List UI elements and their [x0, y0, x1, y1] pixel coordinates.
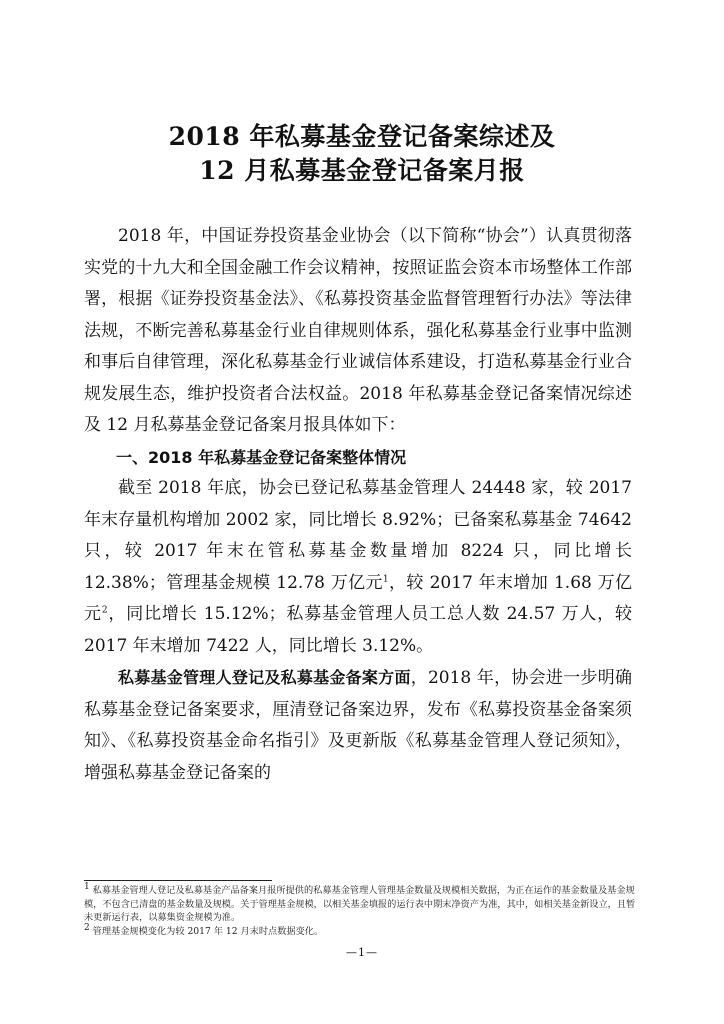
- page-number: —1—: [346, 946, 378, 959]
- footnote-2-text: 管理基金规模变化为较 2017 年 12 月末时点数据变化。: [92, 925, 324, 937]
- document-title-line-1: 2018 年私募基金登记备案综述及: [168, 122, 556, 151]
- statistics-text-part-1: 截至 2018 年底，协会已登记私募基金管理人 24448 家，较 2017 年末存量机构增加 2002 家，同比增长 8.92%；已备案私募基金 74642 只，较 2017 年末在管私募基金数量增加 8224 只，同比增长 12.38%；管理基金规模 12.78 万亿元: [84, 478, 632, 593]
- document-body: [84, 221, 632, 789]
- registration-bold-lead: 私募基金管理人登记及私募基金备案方面: [118, 668, 411, 687]
- registration-text: ，2018 年，协会进一步明确私募基金登记备案要求，厘清登记备案边界，发布《私募投资基金备案须知》、《私募投资基金命名指引》及更新版《私募基金管理人登记须知》，增强私募基金登记备案的: [84, 668, 632, 783]
- statistics-text-part-2: ，较 2017 年末增加 1.68 万亿元: [84, 572, 633, 624]
- footnote-1: [84, 881, 640, 925]
- footnote-divider: [84, 880, 272, 881]
- footnote-1-text: 私募基金管理人登记及私募基金产品备案月报所提供的私募基金管理人管理基金数量及规模相关数据，为正在运作的基金数量及基金规模，不包含已清盘的基金数量及规模。关于管理基金规模，以相关基金填报的运行表中期末净资产为准，其中，如相关基金新设立，且暂未更新运行表，以募集资金规模为准。: [84, 885, 636, 923]
- footnote-2-marker: 2: [84, 922, 90, 933]
- statistics-text-part-3: ，同比增长 15.12%；私募基金管理人员工总人数 24.57 万人，较 2017 年末增加 7422 人，同比增长 3.12%。: [84, 604, 633, 656]
- document-title-line-2: 12 月私募基金登记备案月报: [199, 156, 525, 185]
- footnote-1-marker: 1: [84, 881, 90, 892]
- intro-paragraph: 2018 年，中国证券投资基金业协会（以下简称“协会”）认真贯彻落实党的十九大和全国金融工作会议精神，按照证监会资本市场整体工作部署，根据《证券投资基金法》、《私募投资基金监督管理暂行办法》等法律法规，不断完善私募基金行业自律规则体系，强化私募基金行业事中监测和事后自律管理，深化私募基金行业诚信体系建设，打造私募基金行业合规发展生态，维护投资者合法权益。2018 年私募基金登记备案情况综述及 12 月私募基金登记备案月报具体如下：: [84, 226, 632, 435]
- registration-paragraph: [84, 662, 632, 789]
- footnote-reference-2[interactable]: 2: [101, 605, 108, 616]
- statistics-paragraph: [84, 473, 632, 662]
- footnotes: [84, 881, 640, 938]
- footnote-reference-1[interactable]: 1: [382, 573, 389, 584]
- section-heading: 一、2018 年私募基金登记备案整体情况: [116, 447, 407, 467]
- footnote-2: [84, 922, 640, 939]
